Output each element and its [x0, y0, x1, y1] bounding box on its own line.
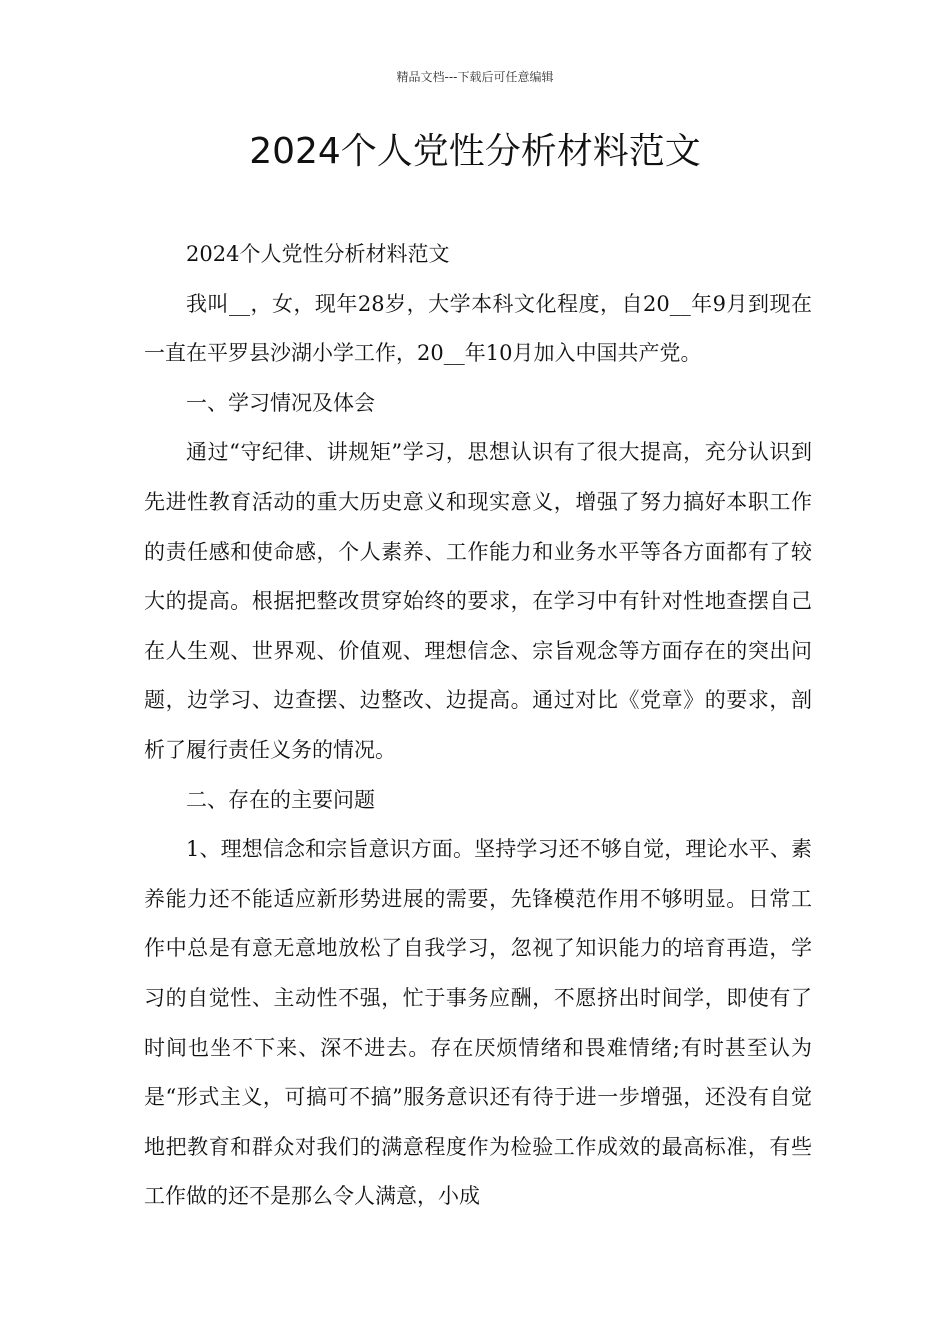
section-heading-1: 一、学习情况及体会 — [186, 390, 375, 415]
study-paragraph: 通过“守纪律、讲规矩”学习，思想认识有了很大提高，充分认识到先进性教育活动的重大历史意义和现实意义，增强了努力搞好本职工作的责任感和使命感，个人素养、工作能力和业务水平等各方面都有了较大的提高。根据把整改贯穿始终的要求，在学习中有针对性地查摆自己在人生观、世界观、价值观、理想信念、宗旨观念等方面存在的突出问题，边学习、边查摆、边整改、边提高。通过对比《党章》的要求，剖析了履行责任义务的情况。 — [144, 440, 812, 762]
intro-paragraph: 我叫__，女，现年28岁，大学本科文化程度，自20__年9月到现在一直在平罗县沙湖小学工作，20__年10月加入中国共产党。 — [144, 291, 812, 366]
document-title: 2024个人党性分析材料范文 — [249, 131, 701, 172]
header-note: 精品文档---下载后可任意编辑 — [396, 70, 554, 84]
subtitle-paragraph: 2024个人党性分析材料范文 — [186, 242, 450, 266]
problems-paragraph: 1、理想信念和宗旨意识方面。坚持学习还不够自觉，理论水平、素养能力还不能适应新形势进展的需要，先锋模范作用不够明显。日常工作中总是有意无意地放松了自我学习，忽视了知识能力的培育再造，学习的自觉性、主动性不强，忙于事务应酬，不愿挤出时间学，即使有了时间也坐不下来、深不进去。存在厌烦情绪和畏难情绪;有时甚至认为是“形式主义，可搞可不搞”服务意识还有待于进一步增强，还没有自觉地把教育和群众对我们的满意程度作为检验工作成效的最高标准，有些工作做的还不是那么令人满意，小成 — [144, 837, 812, 1209]
document-body — [144, 230, 812, 1222]
section-heading-2: 二、存在的主要问题 — [186, 787, 375, 812]
